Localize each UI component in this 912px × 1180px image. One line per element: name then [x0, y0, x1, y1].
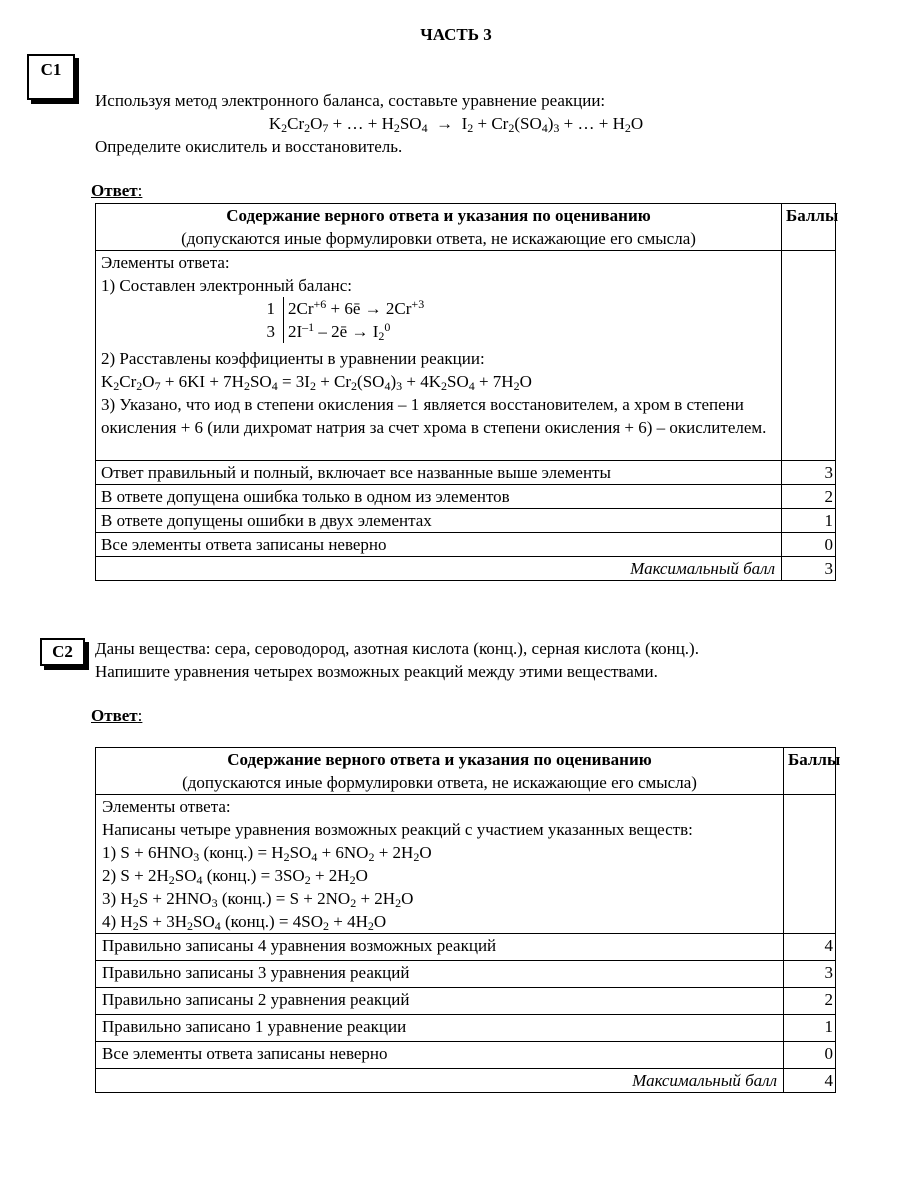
- c2-max-label: Максимальный балл: [96, 1069, 784, 1093]
- c1-reaction-equation: $K_2Cr_2O_7$ + … + $H_2SO_4 \to I_2 + Cr_2(SO_4)_3$ + … + $H_2O$: [268, 114, 644, 135]
- c1-score-row-text: Ответ правильный и полный, включает все названные выше элементы: [96, 461, 782, 485]
- c2-task-question: Напишите уравнения четырех возможных реакций между этими веществами.: [95, 662, 658, 681]
- c2-elements-row: [96, 795, 836, 934]
- c2-header-line2: (допускаются иные формулировки ответа, не искажающие его смысла): [182, 773, 697, 792]
- c1-step1: 1) Составлен электронный баланс:: [101, 276, 352, 295]
- c2-score-row-text: Все элементы ответа записаны неверно: [96, 1042, 784, 1069]
- c1-elements-score: [782, 251, 836, 461]
- c1-table-header-row: [96, 204, 836, 251]
- c2-equation: 2) $S + 2H_2SO_4$ (конц.) = $3SO_2 + 2H_2O$: [102, 866, 368, 887]
- c1-score-row-value: 1: [782, 509, 836, 533]
- c2-equation: 4) $H_2S + 3H_2SO_4$ (конц.) = $4SO_2 + 4H_2O$: [102, 912, 387, 933]
- c1-score-row-text: Все элементы ответа записаны неверно: [96, 533, 782, 557]
- c2-score-row-value: 0: [784, 1042, 836, 1069]
- c2-header-score-text: Баллы: [788, 750, 841, 769]
- c1-balance-line2: 3 $2I^{-1}$ – 2ē → $I_2^0$: [261, 320, 781, 343]
- c2-score-row: [96, 961, 836, 988]
- c2-equation: 1) $S + 6HNO_3$ (конц.) = $H_2SO_4 + 6NO_2 + 2H_2O$: [102, 843, 432, 864]
- c2-table-header-row: [96, 748, 836, 795]
- c2-score-row-text: Правильно записаны 4 уравнения возможных реакций: [96, 934, 784, 961]
- c2-answer-colon: :: [137, 706, 143, 725]
- c1-score-row-value: 3: [782, 461, 836, 485]
- c2-score-row: [96, 934, 836, 961]
- c2-score-row-value: 1: [784, 1015, 836, 1042]
- c1-grading-table: [95, 203, 839, 581]
- c2-score-row-value: 3: [784, 961, 836, 988]
- c1-step2: 2) Расставлены коэффициенты в уравнении реакции:: [101, 349, 485, 368]
- c1-balance-coef1: 1: [266, 299, 275, 318]
- c2-elements-title: Элементы ответа:: [102, 797, 231, 816]
- c2-score-row-text: Правильно записаны 3 уравнения реакций: [96, 961, 784, 988]
- c2-elements-score: [784, 795, 836, 934]
- c1-step3: 3) Указано, что иод в степени окисления – 1 является восстановителем, а хром в степени окисления + 6 (или дихромат натрия за счет хрома в степени окисления + 6) – окислителем.: [101, 395, 767, 437]
- c1-score-row-text: В ответе допущена ошибка только в одном из элементов: [96, 485, 782, 509]
- c1-balanced-equation: $K_2Cr_2O_7 + 6KI + 7H_2SO_4 = 3I_2 + Cr_2(SO_4)_3 + 4K_2SO_4 + 7H_2O$: [101, 372, 532, 393]
- question-label-c2: C2: [40, 638, 85, 666]
- c2-task-text: Даны вещества: сера, сероводород, азотная кислота (конц.), серная кислота (конц.).: [95, 639, 699, 658]
- c1-elements-row: [96, 251, 836, 461]
- c1-answer-text: Ответ: [91, 181, 138, 200]
- c1-elements-title: Элементы ответа:: [101, 253, 230, 272]
- c2-elements-cell: [96, 795, 784, 934]
- c1-answer-colon: :: [137, 181, 143, 200]
- c2-answer-text: Ответ: [91, 706, 138, 725]
- c2-score-row-value: 2: [784, 988, 836, 1015]
- c2-header-line1: Содержание верного ответа и указания по оцениванию: [227, 750, 652, 769]
- c1-max-row: [96, 557, 836, 581]
- c1-header-score-text: Баллы: [786, 206, 839, 225]
- c2-score-row-text: Правильно записаны 2 уравнения реакций: [96, 988, 784, 1015]
- c2-header-score: [784, 748, 841, 795]
- c1-header-line1: Содержание верного ответа и указания по оцениванию: [226, 206, 651, 225]
- c2-score-row: [96, 1015, 836, 1042]
- c1-max-label: Максимальный балл: [96, 557, 782, 581]
- c1-score-row: [96, 485, 836, 509]
- question-label-c1: C1: [27, 54, 75, 100]
- c1-score-row: [96, 509, 836, 533]
- c1-max-score: 3: [782, 557, 836, 581]
- c2-intro: Написаны четыре уравнения возможных реакций с участием указанных веществ:: [102, 820, 693, 839]
- c2-max-row: [96, 1069, 836, 1093]
- c1-balance-coef2: 3: [266, 322, 275, 341]
- c2-score-row: [96, 988, 836, 1015]
- c2-grading-table: [95, 747, 841, 1093]
- c1-task-text: Используя метод электронного баланса, составьте уравнение реакции:: [95, 91, 606, 110]
- c1-score-row-value: 2: [782, 485, 836, 509]
- c2-header-content: [96, 748, 784, 795]
- c1-answer-label: [91, 180, 142, 202]
- c2-max-score: 4: [784, 1069, 836, 1093]
- c1-elements-cell: [96, 251, 782, 461]
- c2-answer-label: [91, 705, 142, 727]
- c1-header-content: [96, 204, 782, 251]
- c1-header-line2: (допускаются иные формулировки ответа, не искажающие его смысла): [181, 229, 696, 248]
- c2-score-row-text: Правильно записано 1 уравнение реакции: [96, 1015, 784, 1042]
- c1-score-row: [96, 533, 836, 557]
- c1-task-question: Определите окислитель и восстановитель.: [95, 137, 403, 156]
- c2-score-row: [96, 1042, 836, 1069]
- c1-score-row: [96, 461, 836, 485]
- c2-equation: 3) $H_2S + 2HNO_3$ (конц.) = $S + 2NO_2 + 2H_2O$: [102, 889, 414, 910]
- c2-score-row-value: 4: [784, 934, 836, 961]
- c1-score-row-text: В ответе допущены ошибки в двух элементах: [96, 509, 782, 533]
- part-title: ЧАСТЬ 3: [420, 25, 492, 44]
- c1-balance-line1: 1 $2Cr^{+6}$ + 6ē → $2Cr^{+3}$: [261, 297, 781, 320]
- c1-header-score: [782, 204, 839, 251]
- c1-score-row-value: 0: [782, 533, 836, 557]
